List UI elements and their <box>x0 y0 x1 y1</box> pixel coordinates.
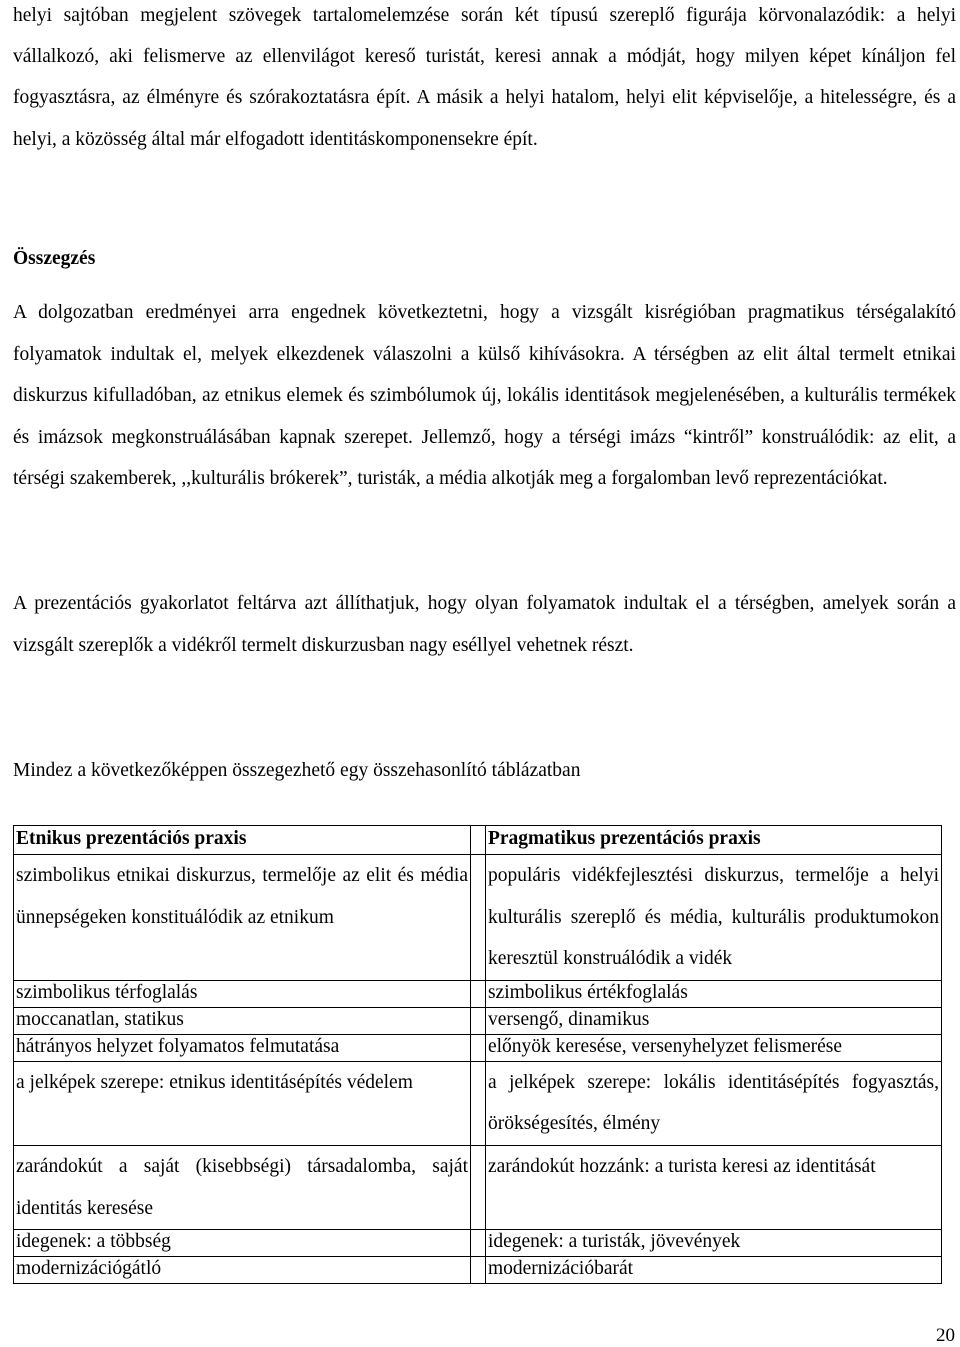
table-cell-left: modernizációgátló <box>14 1257 471 1284</box>
column-gap <box>471 1034 486 1061</box>
table-row <box>14 1061 942 1145</box>
table-cell-left: hátrányos helyzet folyamatos felmutatása <box>14 1034 471 1061</box>
comparison-table <box>13 825 942 1284</box>
summary-heading: Összegzés <box>13 248 96 269</box>
summary-paragraph-2: A prezentációs gyakorlatot feltárva azt állíthatjuk, hogy olyan folyamatok indultak el a térségben, amelyek során a vizsgált szereplők a vidékről termelt diskurzusban nagy eséllyel vehetnek részt. <box>13 593 956 656</box>
table-cell-right: előnyök keresése, versenyhelyzet felismerése <box>485 1034 941 1061</box>
column-gap <box>471 1230 486 1257</box>
page-number: 20 <box>936 1325 955 1346</box>
column-gap <box>471 980 486 1007</box>
table-row <box>14 1034 942 1061</box>
column-gap <box>471 1257 486 1284</box>
table-cell-right: zarándokút hozzánk: a turista keresi az identitását <box>485 1145 941 1229</box>
table-cell-right: szimbolikus értékfoglalás <box>485 980 941 1007</box>
table-cell-left: moccanatlan, statikus <box>14 1007 471 1034</box>
table-cell-left: idegenek: a többség <box>14 1230 471 1257</box>
table-cell-right: populáris vidékfejlesztési diskurzus, termelője a helyi kulturális szereplő és média, kulturális produktumokon keresztül konstruálódik a vidék <box>485 855 941 981</box>
header-ethnic-praxis: Etnikus prezentációs praxis <box>14 826 471 855</box>
column-gap <box>471 1145 486 1229</box>
table-cell-left: szimbolikus térfoglalás <box>14 980 471 1007</box>
table-row <box>14 1230 942 1257</box>
column-gap <box>471 855 486 981</box>
column-gap <box>471 1007 486 1034</box>
table-row <box>14 855 942 981</box>
table-header-row <box>14 826 942 855</box>
table-cell-right: idegenek: a turisták, jövevények <box>485 1230 941 1257</box>
header-pragmatic-praxis: Pragmatikus prezentációs praxis <box>485 826 941 855</box>
column-gap <box>471 826 486 855</box>
table-cell-left: zarándokút a saját (kisebbségi) társadalomba, saját identitás keresése <box>14 1145 471 1229</box>
table-row <box>14 1145 942 1229</box>
table-caption: Mindez a következőképpen összegezhető egy összehasonlító táblázatban <box>13 760 581 781</box>
table-cell-left: szimbolikus etnikai diskurzus, termelője az elit és média ünnepségeken konstituálódik az etnikum <box>14 855 471 981</box>
table-row <box>14 1257 942 1284</box>
table-cell-right: versengő, dinamikus <box>485 1007 941 1034</box>
summary-paragraph-1: A dolgozatban eredményei arra engednek következtetni, hogy a vizsgált kisrégióban pragmatikus térségalakító folyamatok indultak el, melyek elkezdenek válaszolni a külső kihívásokra. A térségben az elit által termelt etnikai diskurzus kifulladóban, az etnikus elemek és szimbólumok új, lokális identitások megjelenésében, a kulturális termékek és imázsok megkonstruálásában kapnak szerepet. Jellemző, hogy a térségi imázs “kintről” konstruálódik: az elit, a térségi szakemberek, ,,kulturális brókerek”, turisták, a média alkotják meg a forgalomban levő reprezentációkat. <box>13 302 956 490</box>
table-cell-right: a jelképek szerepe: lokális identitásépítés fogyasztás, örökségesítés, élmény <box>485 1061 941 1145</box>
table-row <box>14 980 942 1007</box>
table-cell-left: a jelképek szerepe: etnikus identitásépítés védelem <box>14 1061 471 1145</box>
table-cell-right: modernizációbarát <box>485 1257 941 1284</box>
intro-paragraph: helyi sajtóban megjelent szövegek tartalomelemzése során két típusú szereplő figurája körvonalazódik: a helyi vállalkozó, aki felismerve az ellenvilágot kereső turistát, keresi annak a módját, hogy milyen képet kínáljon fel fogyasztásra, az élményre és szórakoztatásra épít. A másik a helyi hatalom, helyi elit képviselője, a hitelességre, és a helyi, a közösség által már elfogadott identitáskomponensekre épít. <box>13 5 956 150</box>
column-gap <box>471 1061 486 1145</box>
table-row <box>14 1007 942 1034</box>
